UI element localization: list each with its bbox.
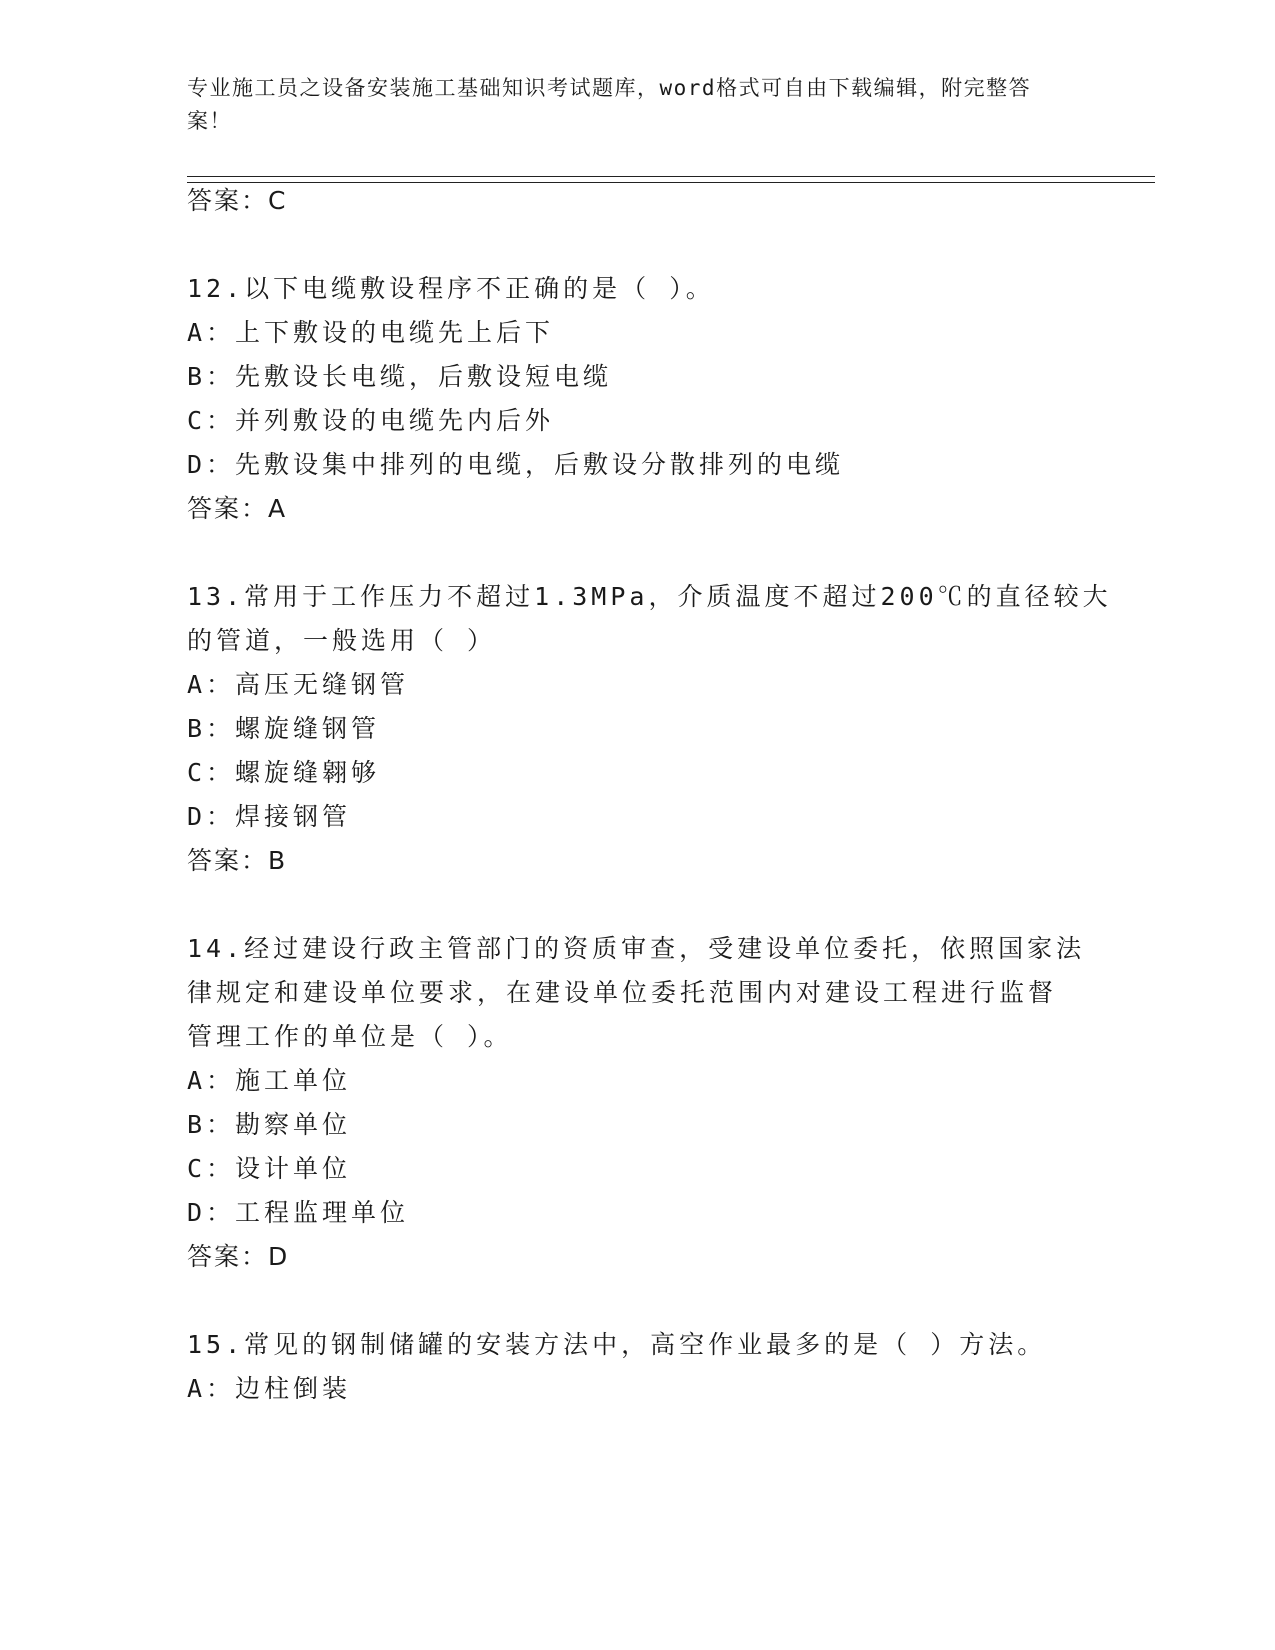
question-13-option-c: C：螺旋缝翱够 (187, 758, 381, 787)
question-13-text-line-2: 的管道，一般选用（ ） (187, 626, 497, 655)
previous-answer: 答案：C (187, 186, 288, 215)
question-14-option-d: D：工程监理单位 (187, 1198, 410, 1227)
question-13-text-line-1: 13.常用于工作压力不超过1.3MPa，介质温度不超过200℃的直径较大 (187, 582, 1112, 611)
header-divider-top (187, 176, 1155, 177)
question-13-answer: 答案：B (187, 846, 288, 875)
question-15-option-a: A：边柱倒装 (187, 1374, 352, 1403)
question-13-option-b: B：螺旋缝钢管 (187, 714, 381, 743)
question-14-option-a: A：施工单位 (187, 1066, 352, 1095)
question-12-option-d: D：先敷设集中排列的电缆，后敷设分散排列的电缆 (187, 450, 845, 479)
question-14-answer: 答案：D (187, 1242, 290, 1271)
question-12-answer: 答案：A (187, 494, 288, 523)
header-divider-bottom (187, 182, 1155, 183)
question-12-text: 12.以下电缆敷设程序不正确的是（ ）。 (187, 274, 715, 303)
question-14-option-c: C：设计单位 (187, 1154, 352, 1183)
question-14-text-line-2: 律规定和建设单位要求，在建设单位委托范围内对建设工程进行监督 (187, 978, 1058, 1007)
question-13-option-a: A：高压无缝钢管 (187, 670, 410, 699)
question-13-option-d: D：焊接钢管 (187, 802, 352, 831)
question-12-option-b: B：先敷设长电缆，后敷设短电缆 (187, 362, 613, 391)
document-header: 专业施工员之设备安装施工基础知识考试题库，word格式可自由下载编辑，附完整答案！ (187, 76, 1032, 133)
question-15-text: 15.常见的钢制储罐的安装方法中，高空作业最多的是（ ）方法。 (187, 1330, 1047, 1359)
question-14-text-line-1: 14.经过建设行政主管部门的资质审查，受建设单位委托，依照国家法 (187, 934, 1086, 963)
question-14-option-b: B：勘察单位 (187, 1110, 352, 1139)
question-12-option-a: A：上下敷设的电缆先上后下 (187, 318, 555, 347)
question-14-text-line-3: 管理工作的单位是（ ）。 (187, 1022, 513, 1051)
question-12-option-c: C：并列敷设的电缆先内后外 (187, 406, 555, 435)
